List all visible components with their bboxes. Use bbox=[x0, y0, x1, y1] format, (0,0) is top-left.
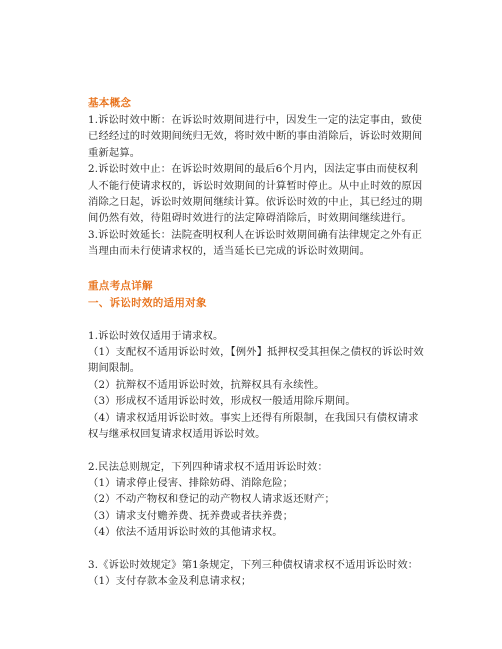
paragraph-extension: 3.诉讼时效延长：法院查明权利人在诉讼时效期间确有法律规定之外有正当理由而未行使请求权的，适当延长已完成的诉讼时效期间。 bbox=[88, 228, 422, 258]
spacer bbox=[88, 312, 428, 328]
list-item: （2）不动产物权和登记的动产物权人请求返还财产； bbox=[88, 493, 335, 506]
paragraph-suspension: 2.诉讼时效中止：在诉讼时效期间的最后6个月内，因法定事由而使权利人不能行使请求权的，诉讼时效期间的计算暂时停止。从中止时效的原因消除之日起，诉讼时效期间继续计算。依诉讼时效的中止，其已经过的期间仍然有效，待阻碍时效进行的法定障碍消除后，时效期间继续进行。 bbox=[88, 163, 423, 225]
list-item: 1.诉讼时效仅适用于请求权。 bbox=[88, 329, 224, 342]
section-title-key-points: 重点考点详解 bbox=[88, 279, 153, 292]
list-item: （1）支配权不适用诉讼时效，【例外】抵押权受其担保之债权的诉讼时效期间限制。 bbox=[88, 346, 424, 375]
spacer bbox=[88, 443, 428, 459]
spacer bbox=[88, 541, 428, 557]
list-item: （4）依法不适用诉讼时效的其他请求权。 bbox=[88, 526, 283, 539]
list-item: （4）请求权适用诉讼时效。事实上还得有所限制，在我国只有债权请求权与继承权回复请求权适用诉讼时效。 bbox=[88, 411, 419, 441]
document-content bbox=[88, 95, 428, 589]
list-item: （1）支付存款本金及利息请求权； bbox=[88, 574, 252, 587]
list-item: 2.民法总则规定，下列四种请求权不适用诉讼时效： bbox=[88, 460, 328, 473]
list-item: （3）请求支付赡养费、抚养费或者扶养费； bbox=[88, 509, 294, 522]
list-item: （1）请求停止侵害、排除妨碍、消除危险； bbox=[88, 476, 294, 489]
section-title-basic-concepts: 基本概念 bbox=[88, 97, 132, 109]
list-item: （2）抗辩权不适用诉讼时效，抗辩权具有永续性。 bbox=[88, 378, 325, 391]
paragraph-interruption: 1.诉讼时效中断：在诉讼时效期间进行中，因发生一定的法定事由，致使已经经过的时效期间统归无效，将时效中断的事由消除后，诉讼时效期间重新起算。 bbox=[88, 114, 423, 159]
section-subtitle-scope: 一、诉讼时效的适用对象 bbox=[88, 296, 207, 309]
spacer bbox=[88, 260, 428, 278]
list-item: 3.《诉讼时效规定》第1条规定，下列三种债权请求权不适用诉讼时效： bbox=[88, 558, 419, 571]
list-item: （3）形成权不适用诉讼时效，形成权一般适用除斥期间。 bbox=[88, 395, 356, 408]
